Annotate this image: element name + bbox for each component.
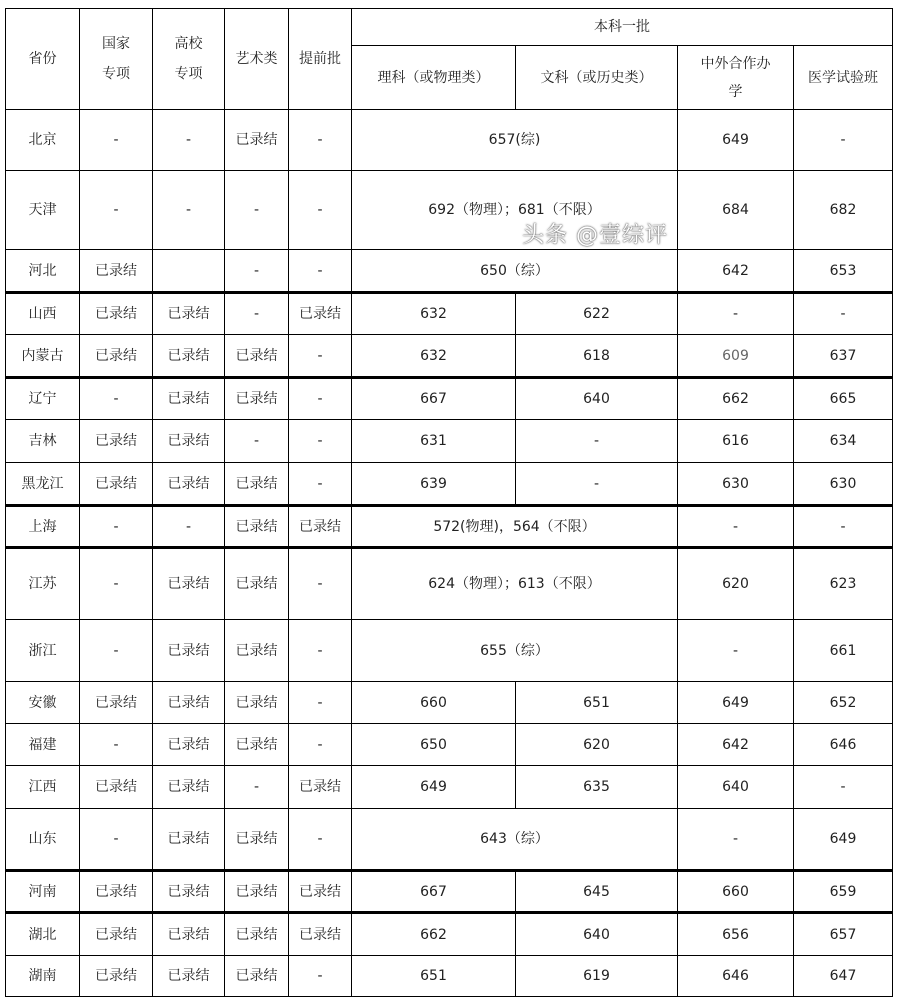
cell-zhongwai: 640 (678, 766, 794, 809)
cell-guojia: - (80, 110, 153, 171)
cell-zhongwai: 642 (678, 250, 794, 293)
cell-tiqian: - (289, 250, 352, 293)
cell-tiqian: - (289, 809, 352, 871)
cell-gaoxiao: 已录结 (153, 335, 225, 378)
table-row (6, 171, 893, 250)
cell-wenke: 635 (516, 766, 678, 809)
cell-yixue: - (794, 110, 893, 171)
table-row (6, 420, 893, 463)
table-row (6, 956, 893, 997)
cell-tiqian: - (289, 620, 352, 682)
cell-yixue: 637 (794, 335, 893, 378)
cell-province: 福建 (6, 724, 80, 766)
cell-wenke: - (516, 463, 678, 506)
cell-province: 吉林 (6, 420, 80, 463)
cell-yishu: 已录结 (225, 682, 289, 724)
cell-tiqian: - (289, 724, 352, 766)
cell-zhongwai: 616 (678, 420, 794, 463)
cell-yixue: - (794, 293, 893, 335)
cell-like: 632 (352, 335, 516, 378)
cell-guojia: 已录结 (80, 250, 153, 293)
cell-zhongwai: - (678, 620, 794, 682)
cell-guojia: 已录结 (80, 335, 153, 378)
cell-yishu: 已录结 (225, 335, 289, 378)
table-row (6, 293, 893, 335)
cell-zhongwai: - (678, 506, 794, 548)
cell-yishu: 已录结 (225, 110, 289, 171)
cell-yixue: 657 (794, 913, 893, 956)
cell-combined: 655（综） (352, 620, 678, 682)
cell-combined: 657(综) (352, 110, 678, 171)
cell-wenke: 640 (516, 913, 678, 956)
header-gaoxiao-text: 高校专项 (174, 36, 203, 82)
cell-tiqian: - (289, 378, 352, 420)
cell-yixue: 682 (794, 171, 893, 250)
cell-guojia: 已录结 (80, 682, 153, 724)
cell-province: 黑龙江 (6, 463, 80, 506)
cell-guojia: - (80, 548, 153, 620)
cell-yixue: 647 (794, 956, 893, 997)
cell-tiqian: - (289, 335, 352, 378)
header-guojia-text: 国家专项 (101, 36, 130, 82)
cell-gaoxiao: 已录结 (153, 420, 225, 463)
cell-guojia: - (80, 620, 153, 682)
cell-yixue: - (794, 766, 893, 809)
cell-wenke: 622 (516, 293, 678, 335)
cell-like: 667 (352, 871, 516, 913)
cell-combined: 572(物理)，564（不限） (352, 506, 678, 548)
cell-wenke: 619 (516, 956, 678, 997)
cell-like: 650 (352, 724, 516, 766)
cell-guojia: 已录结 (80, 463, 153, 506)
header-tiqian: 提前批 (289, 9, 352, 110)
table-row (6, 506, 893, 548)
header-yixue: 医学试验班 (794, 46, 893, 110)
cell-guojia: 已录结 (80, 420, 153, 463)
cell-gaoxiao: 已录结 (153, 463, 225, 506)
cell-guojia: - (80, 809, 153, 871)
table-row (6, 871, 893, 913)
header-zhongwai (678, 46, 794, 110)
cell-wenke: 640 (516, 378, 678, 420)
cell-province: 湖北 (6, 913, 80, 956)
table-row (6, 620, 893, 682)
cell-guojia: - (80, 171, 153, 250)
cell-like: 631 (352, 420, 516, 463)
cell-gaoxiao: 已录结 (153, 766, 225, 809)
cell-yixue: 665 (794, 378, 893, 420)
cell-tiqian: - (289, 110, 352, 171)
cell-guojia: 已录结 (80, 956, 153, 997)
cell-yishu: 已录结 (225, 548, 289, 620)
table-row (6, 548, 893, 620)
table-row (6, 682, 893, 724)
cell-like: 662 (352, 913, 516, 956)
cell-yixue: 634 (794, 420, 893, 463)
cell-zhongwai: - (678, 809, 794, 871)
cell-yixue: 661 (794, 620, 893, 682)
cell-like: 632 (352, 293, 516, 335)
cell-province: 湖南 (6, 956, 80, 997)
cell-guojia: - (80, 724, 153, 766)
cell-yishu: 已录结 (225, 913, 289, 956)
cell-yixue: 630 (794, 463, 893, 506)
admission-score-table (5, 8, 893, 997)
cell-yishu: - (225, 420, 289, 463)
table-row (6, 724, 893, 766)
cell-zhongwai: 660 (678, 871, 794, 913)
cell-gaoxiao: 已录结 (153, 871, 225, 913)
cell-like: 667 (352, 378, 516, 420)
cell-zhongwai: 662 (678, 378, 794, 420)
cell-yishu: - (225, 766, 289, 809)
cell-like: 651 (352, 956, 516, 997)
cell-yixue: - (794, 506, 893, 548)
cell-province: 江西 (6, 766, 80, 809)
cell-guojia: 已录结 (80, 913, 153, 956)
cell-yixue: 623 (794, 548, 893, 620)
table-row (6, 766, 893, 809)
cell-province: 河南 (6, 871, 80, 913)
cell-combined: 692（物理）；681（不限） (352, 171, 678, 250)
cell-gaoxiao: 已录结 (153, 293, 225, 335)
cell-yixue: 652 (794, 682, 893, 724)
cell-like: 639 (352, 463, 516, 506)
cell-guojia: 已录结 (80, 871, 153, 913)
cell-zhongwai: 620 (678, 548, 794, 620)
cell-zhongwai: - (678, 293, 794, 335)
table-body (6, 110, 893, 997)
cell-gaoxiao: 已录结 (153, 913, 225, 956)
header-like: 理科（或物理类） (352, 46, 516, 110)
cell-gaoxiao: - (153, 171, 225, 250)
cell-yishu: 已录结 (225, 378, 289, 420)
cell-gaoxiao: 已录结 (153, 378, 225, 420)
cell-tiqian: - (289, 956, 352, 997)
cell-wenke: - (516, 420, 678, 463)
cell-combined: 650（综） (352, 250, 678, 293)
cell-like: 649 (352, 766, 516, 809)
cell-wenke: 645 (516, 871, 678, 913)
table-row (6, 335, 893, 378)
cell-province: 辽宁 (6, 378, 80, 420)
cell-gaoxiao: 已录结 (153, 682, 225, 724)
cell-yishu: 已录结 (225, 809, 289, 871)
cell-province: 上海 (6, 506, 80, 548)
cell-yishu: 已录结 (225, 956, 289, 997)
cell-wenke: 651 (516, 682, 678, 724)
cell-tiqian: 已录结 (289, 766, 352, 809)
cell-tiqian: - (289, 420, 352, 463)
table-row (6, 110, 893, 171)
header-guojia (80, 9, 153, 110)
table-row (6, 913, 893, 956)
header-wenke: 文科（或历史类） (516, 46, 678, 110)
cell-zhongwai: 630 (678, 463, 794, 506)
cell-zhongwai: 649 (678, 110, 794, 171)
cell-province: 天津 (6, 171, 80, 250)
cell-tiqian: - (289, 682, 352, 724)
cell-zhongwai: 656 (678, 913, 794, 956)
cell-tiqian: 已录结 (289, 506, 352, 548)
cell-zhongwai: 642 (678, 724, 794, 766)
cell-gaoxiao (153, 250, 225, 293)
cell-yixue: 653 (794, 250, 893, 293)
cell-gaoxiao: - (153, 110, 225, 171)
cell-gaoxiao: 已录结 (153, 620, 225, 682)
cell-province: 江苏 (6, 548, 80, 620)
cell-yixue: 649 (794, 809, 893, 871)
cell-gaoxiao: 已录结 (153, 809, 225, 871)
cell-yishu: 已录结 (225, 463, 289, 506)
table-row (6, 463, 893, 506)
cell-yishu: 已录结 (225, 724, 289, 766)
cell-wenke: 618 (516, 335, 678, 378)
cell-zhongwai: 684 (678, 171, 794, 250)
table-row (6, 378, 893, 420)
table-row (6, 809, 893, 871)
cell-yishu: - (225, 293, 289, 335)
cell-yixue: 646 (794, 724, 893, 766)
cell-tiqian: 已录结 (289, 293, 352, 335)
cell-province: 河北 (6, 250, 80, 293)
header-province: 省份 (6, 9, 80, 110)
cell-guojia: 已录结 (80, 293, 153, 335)
cell-wenke: 620 (516, 724, 678, 766)
cell-gaoxiao: 已录结 (153, 548, 225, 620)
cell-combined: 624（物理）；613（不限） (352, 548, 678, 620)
cell-tiqian: 已录结 (289, 913, 352, 956)
cell-like: 660 (352, 682, 516, 724)
cell-province: 北京 (6, 110, 80, 171)
cell-tiqian: 已录结 (289, 871, 352, 913)
cell-yishu: 已录结 (225, 871, 289, 913)
cell-tiqian: - (289, 548, 352, 620)
cell-gaoxiao: 已录结 (153, 956, 225, 997)
cell-guojia: 已录结 (80, 766, 153, 809)
header-benke: 本科一批 (352, 9, 893, 46)
cell-yishu: - (225, 171, 289, 250)
cell-zhongwai: 646 (678, 956, 794, 997)
header-yishu: 艺术类 (225, 9, 289, 110)
cell-zhongwai: 609 (678, 335, 794, 378)
cell-province: 浙江 (6, 620, 80, 682)
cell-gaoxiao: 已录结 (153, 724, 225, 766)
header-gaoxiao (153, 9, 225, 110)
cell-yishu: 已录结 (225, 506, 289, 548)
cell-yixue: 659 (794, 871, 893, 913)
cell-province: 安徽 (6, 682, 80, 724)
cell-yishu: 已录结 (225, 620, 289, 682)
cell-province: 山东 (6, 809, 80, 871)
cell-province: 内蒙古 (6, 335, 80, 378)
cell-combined: 643（综） (352, 809, 678, 871)
cell-zhongwai: 649 (678, 682, 794, 724)
cell-guojia: - (80, 506, 153, 548)
cell-guojia: - (80, 378, 153, 420)
cell-province: 山西 (6, 293, 80, 335)
cell-yishu: - (225, 250, 289, 293)
watermark: 头条 @壹综评 (522, 223, 668, 248)
cell-gaoxiao: - (153, 506, 225, 548)
cell-tiqian: - (289, 171, 352, 250)
header-zhongwai-text: 中外合作办学 (700, 55, 771, 100)
table-row (6, 250, 893, 293)
cell-tiqian: - (289, 463, 352, 506)
